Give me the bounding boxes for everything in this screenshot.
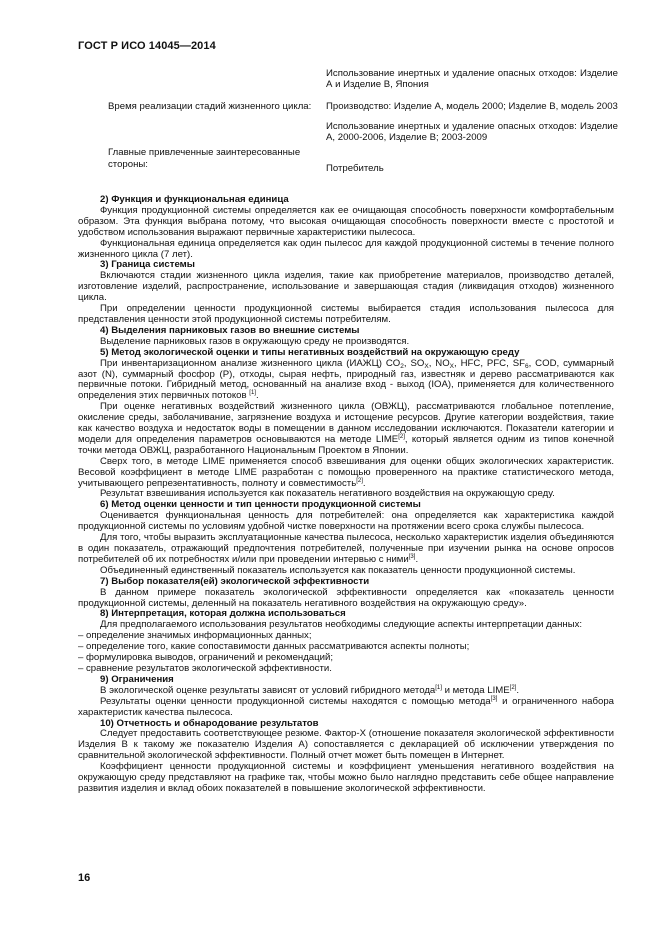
section-heading: 6) Метод оценки ценности и тип ценности продукционной системы xyxy=(100,499,421,511)
info-table xyxy=(78,68,618,175)
list-item: – сравнение результатов экологической эффективности. xyxy=(78,662,332,674)
table-cell-value: Использование инертных и удаление опасных отходов: Изделие А, 2000-2006, Изделие В; 2003-2009 xyxy=(326,120,618,144)
list-item: – определение значимых информационных данных; xyxy=(78,630,312,642)
paragraph: Выделение парниковых газов в окружающую среду не производятся. xyxy=(100,335,410,347)
section-heading: 9) Ограничения xyxy=(100,673,174,685)
table-cell-label: Время реализации стадий жизненного цикла: xyxy=(108,100,312,112)
table-cell-value: Потребитель xyxy=(326,163,384,175)
table-cell-label xyxy=(78,68,313,91)
paragraph: При определении ценности продукционной системы выбирается стадия использования пылесоса для представления ценности этой продукционной системы потребителям. xyxy=(78,303,614,325)
paragraph: Коэффициент ценности продукционной системы и коэффициент уменьшения негативного воздействия на окружающую среду представляют на графике так, чтобы можно было наглядно представить себе общее направление развития изделия и вклад обоих показателей в повышение экологической эффективности. xyxy=(78,761,614,794)
citation-ref: [2] xyxy=(509,684,517,691)
paragraph: Оценивается функциональная ценность для потребителей: она определяется как характеристика каждой продукционной системы по условиям удобной чистке поверхности на протяжении всего срока службы пылесоса. xyxy=(78,510,614,533)
paragraph: Функциональная единица определяется как один пылесос для каждой продукционной системы в течение полного жизненного цикла (7 лет). xyxy=(78,237,614,260)
section-heading: 7) Выбор показателя(ей) экологической эффективности xyxy=(100,575,370,587)
table-cell-value: Использование инертных и удаление опасных отходов: Изделие А и Изделие В, Япония xyxy=(326,68,618,91)
paragraph: Функция продукционной системы определяется как ее очищающая способность поверхности комфортабельным образом. Эта функция выбрана потому, что высокая очищающая способность поверхности вместе с простотой и удобством использования выражают первичные характеристики пылесоса. xyxy=(78,204,614,238)
table-row xyxy=(78,101,618,112)
section-heading: 2) Функция и функциональная единица xyxy=(100,194,289,205)
citation-ref: [3] xyxy=(408,553,416,560)
citation-ref: [2] xyxy=(398,433,405,440)
paragraph: Для того, чтобы выразить эксплуатационные качества пылесоса, несколько характеристик изделия объединяются в один показатель, отражающий предпочтения потребителей, полученные при изучении рынка на основе опросов потребителей об их потребностях и/или при проведении интервью с ними[3]. xyxy=(78,532,614,565)
paragraph: При инвентаризационном анализе жизненного цикла (ИАЖЦ) $CO_2$, $SO_X$, $NO_X$, HFC, PFC, $SF_6$, COD, суммарный азот (N), суммарный фосфор (P), отходы, сырая нефть, природный газ, известняк и дерево рассматриваются как первичные потоки. Гибридный метод, основанный на анализе вход - выход (IOA), применяется для количественного определения этих первичных потоков [1]. xyxy=(78,357,614,402)
citation-ref: [1] xyxy=(249,390,256,397)
paragraph: При оценке негативных воздействий жизненного цикла (ОВЖЦ), рассматриваются глобальное потепление, окисление среды, заболачивание, загрязнение воздуха и истощение ресурсов. Другие категории воздействия, такие как качество воздуха и недостаток воды в помещении в данном исследовании исключаются. Показатели категории и модели для определения параметров основываются на методе LIME[2], который является одним из типов конечной точки метода ОВЖЦ, разработанного Национальным Проектом в Японии. xyxy=(78,401,614,456)
table-row xyxy=(78,68,618,91)
citation-ref: [2] xyxy=(356,477,363,484)
document-header: ГОСТ Р ИСО 14045—2014 xyxy=(78,40,216,52)
table-row xyxy=(78,121,618,144)
section-heading: 4) Выделения парниковых газов во внешние системы xyxy=(100,324,360,336)
table-cell-label: Главные привлеченные заинтересованные стороны: xyxy=(108,147,301,170)
table-cell-value: Производство: Изделие А, модель 2000; Изделие В, модель 2003 xyxy=(326,100,618,112)
paragraph: Сверх того, в методе LIME применяется способ взвешивания для оценки общих экологических характеристик. Весовой коэффициент в методе LIME разработан с помощью проверенного на практике статистического метода, учитывающего репрезентативность, полноту и совместимость[2]. xyxy=(78,455,614,489)
table-cell-label xyxy=(78,121,313,144)
table-row xyxy=(78,147,618,174)
list-item: – формулировка выводов, ограничений и рекомендаций; xyxy=(78,652,334,664)
section-heading: 5) Метод экологической оценки и типы негативных воздействий на окружающую среду xyxy=(100,346,520,358)
citation-ref: [3] xyxy=(490,695,498,702)
paragraph: Результат взвешивания используется как показатель негативного воздействия на окружающую среду. xyxy=(100,488,555,500)
page-number: 16 xyxy=(78,872,91,884)
paragraph: Для предполагаемого использования результатов необходимы следующие аспекты интерпретации данных: xyxy=(100,619,583,631)
list-item: – определение того, какие сопоставимости данных рассматриваются аспекты полноты; xyxy=(78,641,470,653)
paragraph: Включаются стадии жизненного цикла изделия, такие как приобретение материалов, производство деталей, изготовление изделий, распространение, использование и завершающая стадия (ликвидация отходов) жизненного цикла. xyxy=(78,270,614,304)
section-heading: 3) Граница системы xyxy=(100,259,195,271)
paragraph: Объединенный единственный показатель используется как показатель ценности продукционной системы. xyxy=(100,564,576,576)
paragraph: В данном примере показатель экологической эффективности определяется как «показатель ценности продукционной системы, деленный на показатель негативного воздействия на окружающую среду». xyxy=(78,586,614,609)
citation-ref: [1] xyxy=(435,684,442,691)
section-heading: 10) Отчетность и обнародование результатов xyxy=(100,717,319,729)
paragraph: Следует предоставить соответствующее резюме. Фактор-X (отношение показателя экологической эффективности Изделия В к такому же показателю Изделия А) сопоставляется с декларацией об исключении утверждения по сравнительной экологической эффективности. Полный отчет может быть помещен в Интернет. xyxy=(78,728,614,762)
document-body xyxy=(78,195,614,795)
paragraph: В экологической оценке результаты зависят от условий гибридного метода[1] и метода LIME[2]. xyxy=(100,684,519,696)
paragraph: Результаты оценки ценности продукционной системы находятся с помощью метода[3] и ограниченного набора характеристик качества пылесоса. xyxy=(78,695,614,718)
section-heading: 8) Интерпретация, которая должна использоваться xyxy=(100,608,346,620)
